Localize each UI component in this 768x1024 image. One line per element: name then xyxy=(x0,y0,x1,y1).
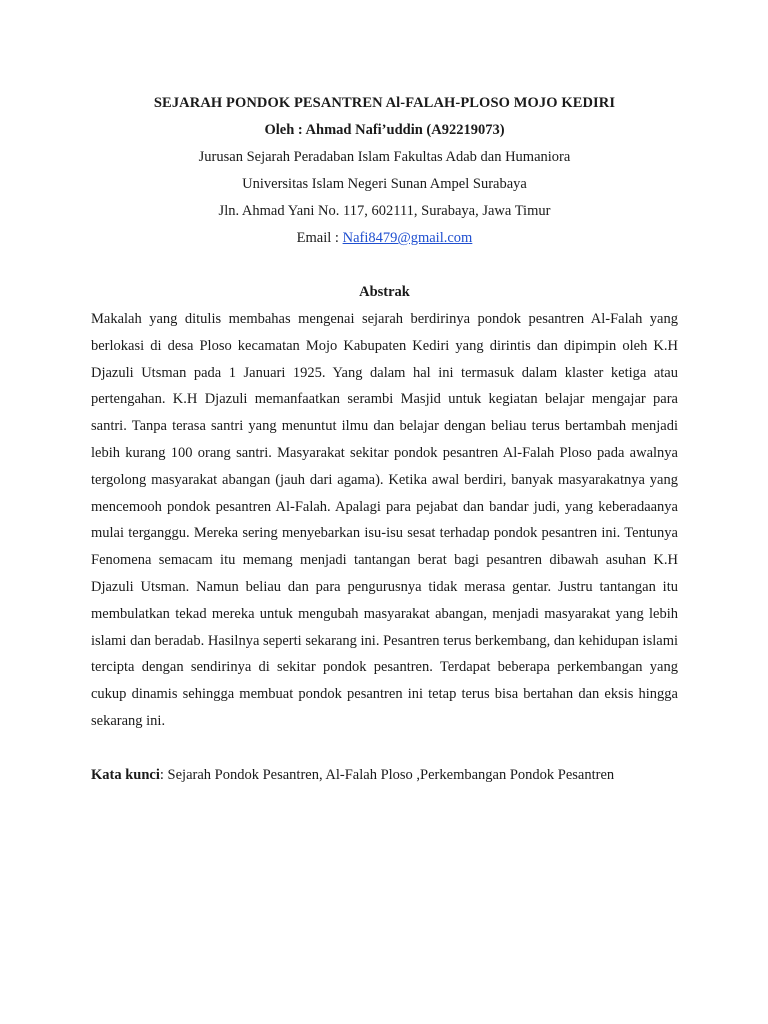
author-university: Universitas Islam Negeri Sunan Ampel Surabaya xyxy=(242,176,527,192)
abstract-body: Makalah yang ditulis membahas mengenai sejarah berdirinya pondok pesantren Al-Falah yang berlokasi di desa Ploso kecamatan Mojo Kabupaten Kediri yang dirintis dan dipimpin oleh K.H Djazuli Utsman pada 1 Januari 1925. Yang dalam hal ini termasuk dalam klaster ketiga atau pertengahan. K.H Djazuli memanfaatkan serambi Masjid untuk kegiatan belajar mengajar para santri. Tanpa terasa santri yang menuntut ilmu dan belajar dengan beliau terus bertambah menjadi lebih kurang 100 orang santri. Masyarakat sekitar pondok pesantren Al-Falah Ploso pada awalnya tergolong masyarakat abangan (jauh dari agama). Ketika awal berdiri, banyak masyarakatnya yang mencemooh pondok pesantren Al-Falah. Apalagi para pejabat dan bandar judi, yang keberadaanya mulai terganggu. Mereka sering menyebarkan isu-isu sesat terhadap pondok pesantren ini. Tentunya Fenomena semacam itu memang menjadi tantangan berat bagi pesantren dibawah asuhan K.H Djazuli Utsman. Namun beliau dan para pengurusnya tidak merasa gentar. Justru tantangan itu membulatkan tekad mereka untuk mengubah masyarakat abangan, menjadi masyarakat yang lebih islami dan beradab. Hasilnya seperti sekarang ini. Pesantren terus berkembang, dan kehidupan islami tercipta dengan sendirinya di sekitar pondok pesantren. Terdapat beberapa perkembangan yang cukup dinamis sehingga membuat pondok pesantren ini tetap terus bisa bertahan dan eksis hingga sekarang ini. xyxy=(91,311,678,729)
paper-author: Oleh : Ahmad Nafi’uddin (A92219073) xyxy=(264,122,505,138)
keywords-line xyxy=(91,762,678,789)
paper-page xyxy=(91,90,678,789)
email-label: Email : xyxy=(296,230,343,246)
author-address: Jln. Ahmad Yani No. 117, 602111, Surabaya, Jawa Timur xyxy=(218,203,551,219)
keywords-label: Kata kunci xyxy=(91,766,160,783)
email-link[interactable]: Nafi8479@gmail.com xyxy=(342,230,473,246)
keywords-text: : Sejarah Pondok Pesantren, Al-Falah Ploso ,Perkembangan Pondok Pesantren xyxy=(159,766,615,783)
abstract-heading: Abstrak xyxy=(359,284,410,300)
paper-title: SEJARAH PONDOK PESANTREN Al-FALAH-PLOSO MOJO KEDIRI xyxy=(153,95,616,111)
author-email-line xyxy=(91,225,678,252)
author-department: Jurusan Sejarah Peradaban Islam Fakultas Adab dan Humaniora xyxy=(198,149,571,165)
